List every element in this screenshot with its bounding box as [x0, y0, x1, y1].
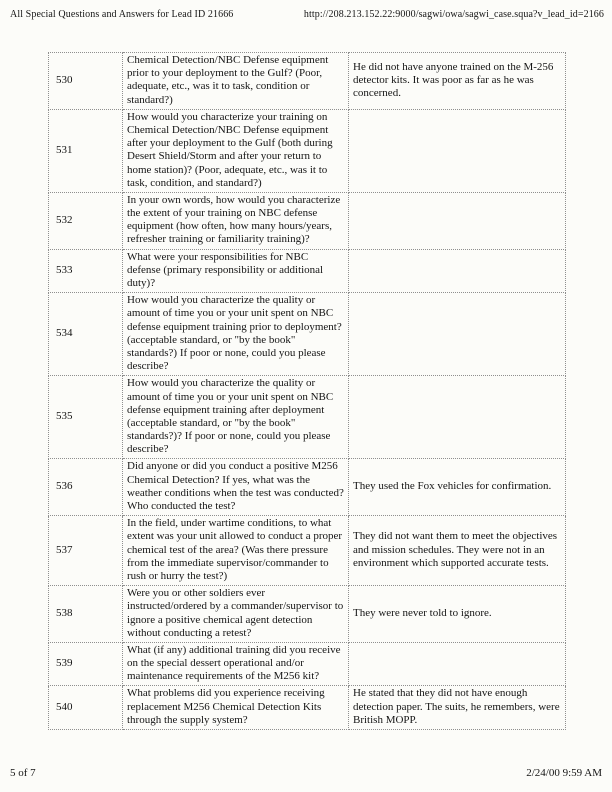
question-cell: What problems did you experience receiving replacement M256 Chemical Detection Kits through the supply system?	[123, 686, 349, 730]
table-row	[49, 686, 566, 730]
question-cell: In the field, under wartime conditions, to what extent was your unit allowed to conduct a proper chemical test of the area? (Was there pressure from the immediate supervisor/commander to rush or hurry the test?)	[123, 516, 349, 586]
answer-cell: He stated that they did not have enough detection paper. The suits, he remembers, were British MOPP.	[349, 686, 566, 730]
question-cell: Chemical Detection/NBC Defense equipment prior to your deployment to the Gulf? (Poor, adequate, etc., was it to task, condition or standard?)	[123, 53, 349, 110]
table-row	[49, 293, 566, 376]
answer-cell: They used the Fox vehicles for confirmation.	[349, 459, 566, 516]
question-id-cell: 533	[49, 249, 123, 293]
question-id-cell: 536	[49, 459, 123, 516]
table-row	[49, 192, 566, 249]
page-header	[10, 9, 604, 20]
page-footer	[10, 767, 602, 779]
answer-cell: He did not have anyone trained on the M-256 detector kits. It was poor as far as he was concerned.	[349, 53, 566, 110]
table-row	[49, 516, 566, 586]
header-title: All Special Questions and Answers for Lead ID 21666	[10, 9, 234, 20]
answer-cell	[349, 249, 566, 293]
table-row	[49, 376, 566, 459]
table-row	[49, 586, 566, 643]
question-cell: Were you or other soldiers ever instructed/ordered by a commander/supervisor to ignore a positive chemical agent detection without conducting a retest?	[123, 586, 349, 643]
print-datetime: 2/24/00 9:59 AM	[526, 767, 602, 779]
question-id-cell: 534	[49, 293, 123, 376]
question-id-cell: 531	[49, 109, 123, 192]
qa-table-body	[49, 53, 566, 730]
table-row	[49, 53, 566, 110]
table-row	[49, 109, 566, 192]
question-cell: In your own words, how would you characterize the extent of your training on NBC defense equipment (how often, how many hours/years, refresher training or familiarity training)?	[123, 192, 349, 249]
question-id-cell: 539	[49, 642, 123, 686]
question-id-cell: 538	[49, 586, 123, 643]
question-id-cell: 537	[49, 516, 123, 586]
answer-cell	[349, 293, 566, 376]
answer-cell: They were never told to ignore.	[349, 586, 566, 643]
question-cell: What were your responsibilities for NBC defense (primary responsibility or additional duty)?	[123, 249, 349, 293]
table-row	[49, 459, 566, 516]
table-row	[49, 249, 566, 293]
question-id-cell: 535	[49, 376, 123, 459]
question-id-cell: 540	[49, 686, 123, 730]
page-number: 5 of 7	[10, 767, 36, 779]
answer-cell	[349, 642, 566, 686]
answer-cell	[349, 376, 566, 459]
header-url: http://208.213.152.22:9000/sagwi/owa/sagwi_case.squa?v_lead_id=2166	[303, 9, 604, 20]
question-id-cell: 530	[49, 53, 123, 110]
question-cell: How would you characterize the quality or amount of time you or your unit spent on NBC defense equipment training after deployment (acceptable standard, or "by the book" standards?)? If poor or none, could you please describe?	[123, 376, 349, 459]
question-cell: How would you characterize your training on Chemical Detection/NBC Defense equipment after your deployment to the Gulf (both during Desert Shield/Storm and after your return to home station)? (Poor, adequate, etc., was it to task, condition, and standard?)	[123, 109, 349, 192]
table-row	[49, 642, 566, 686]
question-cell: How would you characterize the quality or amount of time you or your unit spent on NBC defense equipment training prior to deployment? (acceptable standard, or "by the book" standards?) If poor or none, could you please describe?	[123, 293, 349, 376]
question-cell: What (if any) additional training did you receive on the special dessert operational and/or maintenance requirements of the M256 kit?	[123, 642, 349, 686]
question-cell: Did anyone or did you conduct a positive M256 Chemical Detection? If yes, what was the weather conditions when the test was conducted? Who conducted the test?	[123, 459, 349, 516]
qa-table	[48, 52, 566, 730]
answer-cell	[349, 109, 566, 192]
answer-cell: They did not want them to meet the objectives and mission schedules. They were not in an environment which supported accurate tests.	[349, 516, 566, 586]
question-id-cell: 532	[49, 192, 123, 249]
answer-cell	[349, 192, 566, 249]
